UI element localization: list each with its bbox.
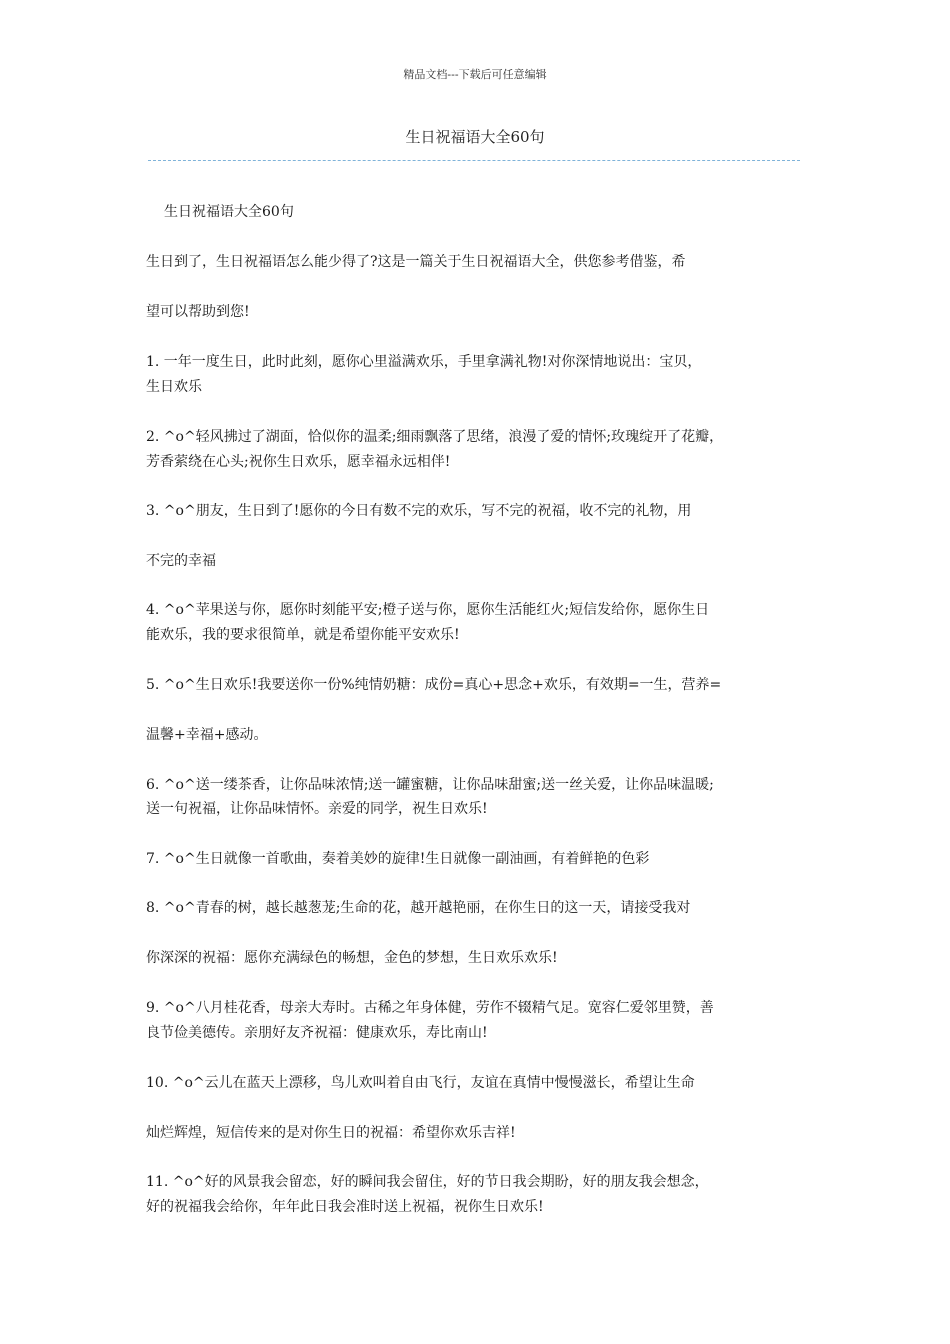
text-line: 灿烂辉煌，短信传来的是对你生日的祝福：希望你欢乐吉祥! — [146, 1125, 516, 1141]
text-line: 生日到了，生日祝福语怎么能少得了?这是一篇关于生日祝福语大全，供您参考借鉴，希 — [146, 254, 686, 270]
text-line: 2. ^o^轻风拂过了湖面，恰似你的温柔;细雨飘落了思绪，浪漫了爱的情怀;玫瑰绽开了花瓣， — [146, 429, 724, 445]
subtitle-line: 生日祝福语大全60句 — [164, 204, 294, 220]
text-line: 4. ^o^苹果送与你，愿你时刻能平安;橙子送与你，愿你生活能红火;短信发给你，愿你生日 — [146, 602, 710, 618]
text-line: 6. ^o^送一缕茶香，让你品味浓情;送一罐蜜糖，让你品味甜蜜;送一丝关爱，让你品味温暖; — [146, 777, 714, 793]
text-line: 9. ^o^八月桂花香，母亲大寿时。古稀之年身体健，劳作不辍精气足。宽容仁爱邻里赞，善 — [146, 1000, 714, 1016]
text-line: 8. ^o^青春的树，越长越葱茏;生命的花，越开越艳丽，在你生日的这一天，请接受我对 — [146, 900, 691, 916]
text-line: 芳香萦绕在心头;祝你生日欢乐，愿幸福永远相伴! — [146, 454, 451, 470]
header-note: 精品文档---下载后可任意编辑 — [403, 68, 547, 81]
text-line: 1. 一年一度生日，此时此刻，愿你心里溢满欢乐，手里拿满礼物!对你深情地说出：宝贝， — [146, 354, 702, 370]
text-line: 望可以帮助到您! — [146, 304, 250, 320]
text-line: 7. ^o^生日就像一首歌曲，奏着美妙的旋律!生日就像一副油画，有着鲜艳的色彩 — [146, 851, 650, 867]
text-line: 能欢乐，我的要求很简单，就是希望你能平安欢乐! — [146, 627, 460, 643]
text-line: 3. ^o^朋友，生日到了!愿你的今日有数不完的欢乐，写不完的祝福，收不完的礼物，用 — [146, 503, 692, 519]
title-divider — [148, 160, 800, 161]
text-line: 10. ^o^云儿在蓝天上漂移，鸟儿欢叫着自由飞行，友谊在真情中慢慢滋长，希望让生命 — [146, 1075, 695, 1091]
text-line: 不完的幸福 — [146, 553, 216, 569]
text-line: 温馨+幸福+感动。 — [146, 727, 268, 743]
text-line: 送一句祝福，让你品味情怀。亲爱的同学，祝生日欢乐! — [146, 801, 488, 817]
text-line: 好的祝福我会给你，年年此日我会准时送上祝福，祝你生日欢乐! — [146, 1199, 544, 1215]
text-line: 良节俭美德传。亲朋好友齐祝福：健康欢乐，寿比南山! — [146, 1025, 488, 1041]
text-line: 生日欢乐 — [146, 379, 202, 395]
text-line: 11. ^o^好的风景我会留恋，好的瞬间我会留住，好的节日我会期盼，好的朋友我会想念， — [146, 1174, 709, 1190]
page-title: 生日祝福语大全60句 — [405, 128, 545, 146]
text-line: 你深深的祝福：愿你充满绿色的畅想，金色的梦想，生日欢乐欢乐! — [146, 950, 558, 966]
text-line: 5. ^o^生日欢乐!我要送你一份%纯情奶糖：成份=真心+思念+欢乐，有效期=一生，营养= — [146, 677, 722, 693]
